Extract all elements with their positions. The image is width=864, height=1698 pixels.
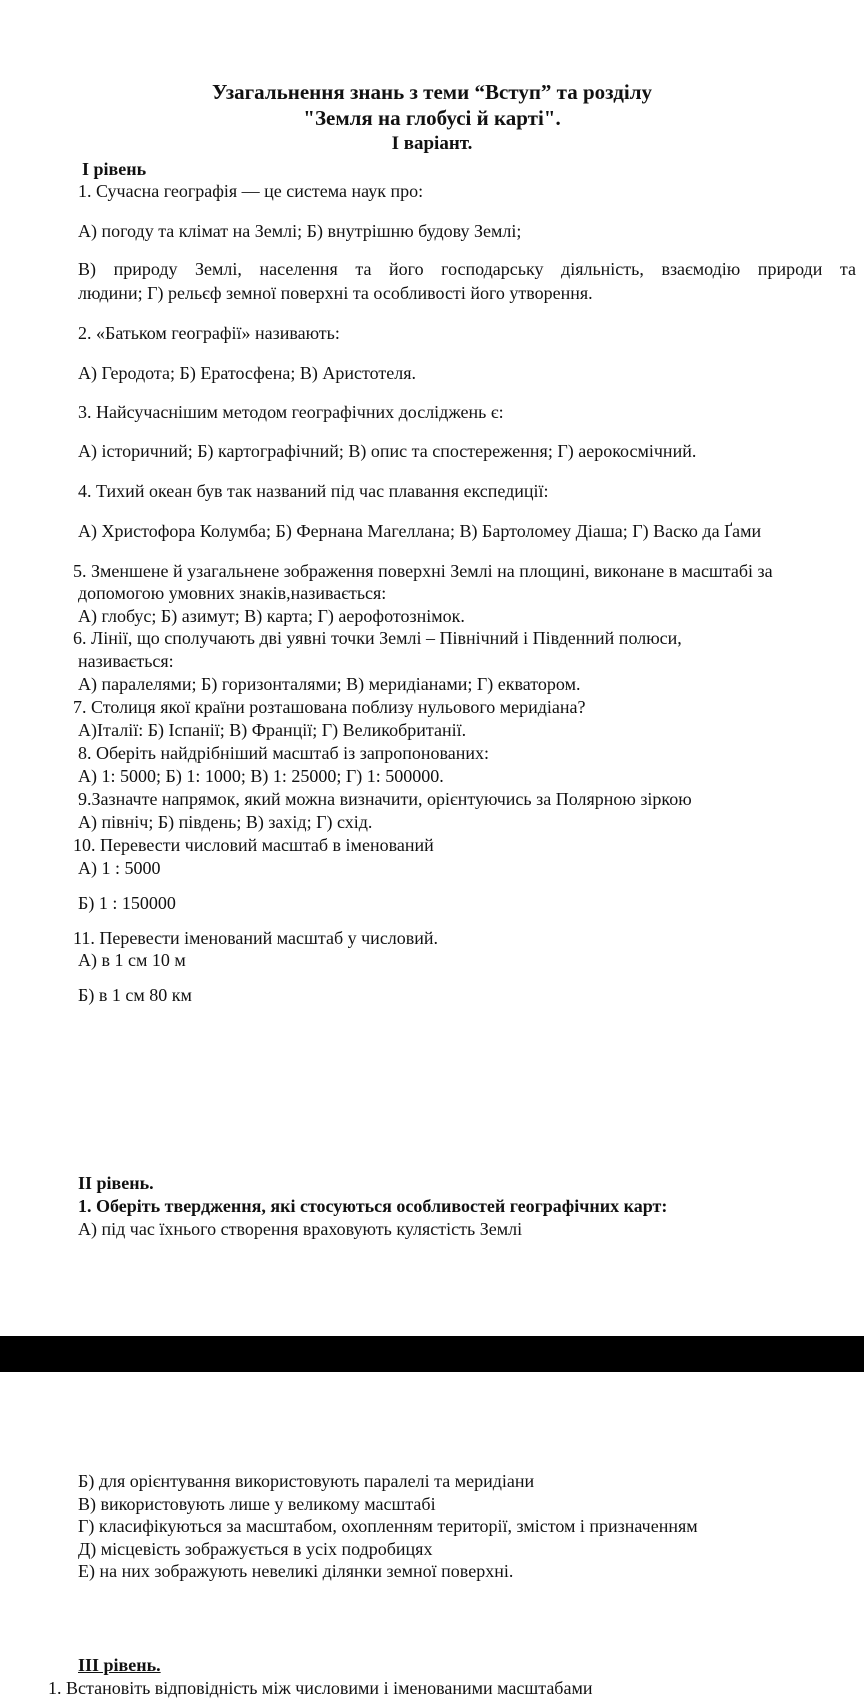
question-6-line2: називається: [78,651,174,671]
question-1-options-b-line2: людини; Г) рельєф земної поверхні та особливості його утворення. [78,283,593,303]
question-6-line1: 6. Лінії, що сполучають дві уявні точки Землі – Північний і Південний полюси, [73,628,682,648]
level3-question-1-partial: 1. Встановіть відповідність між числовими і іменованими масштабами [48,1678,593,1698]
question-3: 3. Найсучаснішим методом географічних досліджень є: [78,402,504,422]
question-8-options: А) 1: 5000; Б) 1: 1000; В) 1: 25000; Г) 1: 500000. [78,766,444,786]
question-11-option-b: Б) в 1 см 80 км [78,985,192,1005]
question-5-line1: 5. Зменшене й узагальнене зображення поверхні Землі на площині, виконане в масштабі за [73,561,773,581]
question-8: 8. Оберіть найдрібніший масштаб із запропонованих: [78,743,490,763]
question-1-options-b-line1: В) природу Землі, населення та його господарську діяльність, взаємодію природи та [78,259,856,279]
question-1-options-a: А) погоду та клімат на Землі; Б) внутрішню будову Землі; [78,221,522,241]
level2-option-b: Б) для орієнтування використовують паралелі та меридіани [78,1471,535,1491]
document-title-line1: Узагальнення знань з теми “Вступ” та розділу [212,80,652,104]
question-10-option-a: А) 1 : 5000 [78,858,161,878]
question-7: 7. Столиця якої країни розташована поблизу нульового меридіана? [73,697,586,717]
question-5-line2: допомогою умовних знаків,називається: [78,583,387,603]
question-10: 10. Перевести числовий масштаб в іменований [73,835,434,855]
question-11: 11. Перевести іменований масштаб у числовий. [73,928,439,948]
level2-option-f: Е) на них зображують невеликі ділянки земної поверхні. [78,1561,514,1581]
question-1: 1. Сучасна географія — це система наук про: [78,181,424,201]
level2-option-c: В) використовують лише у великому масштабі [78,1494,436,1514]
question-6-options: А) паралелями; Б) горизонталями; В) меридіанами; Г) екватором. [78,674,581,694]
question-9: 9.Зазначте напрямок, який можна визначити, орієнтуючись за Полярною зіркою [78,789,692,809]
question-9-options: А) північ; Б) південь; В) захід; Г) схід. [78,812,373,832]
question-4-options: А) Христофора Колумба; Б) Фернана Магеллана; В) Бартоломеу Діаша; Г) Васко да Ґами [78,521,762,541]
level2-option-d: Г) класифікуються за масштабом, охопленням території, змістом і призначенням [78,1516,698,1536]
document-title-line2: "Земля на глобусі й карті". [303,106,561,130]
level3-heading: III рівень. [78,1655,161,1675]
question-11-option-a: А) в 1 см 10 м [78,950,186,970]
question-5-options: А) глобус; Б) азимут; В) карта; Г) аерофотознімок. [78,606,465,626]
level2-heading: II рівень. [78,1173,154,1193]
level2-option-e: Д) місцевість зображується в усіх подробицях [78,1539,433,1559]
black-redaction-bar [0,1336,864,1372]
level1-heading: I рівень [82,159,147,179]
question-4: 4. Тихий океан був так названий під час плавання експедиції: [78,481,549,501]
variant-label: I варіант. [391,133,473,154]
level2-question-1: 1. Оберіть твердження, які стосуються особливостей географічних карт: [78,1196,668,1216]
question-7-options: А)Італії: Б) Іспанії; В) Франції; Г) Великобританії. [78,720,467,740]
question-2-options: А) Геродота; Б) Ератосфена; В) Аристотеля. [78,363,417,383]
question-10-option-b: Б) 1 : 150000 [78,893,176,913]
level2-option-a: А) під час їхнього створення враховують кулястість Землі [78,1219,523,1239]
question-2: 2. «Батьком географії» називають: [78,323,340,343]
question-3-options: А) історичний; Б) картографічний; В) опис та спостереження; Г) аерокосмічний. [78,441,697,461]
